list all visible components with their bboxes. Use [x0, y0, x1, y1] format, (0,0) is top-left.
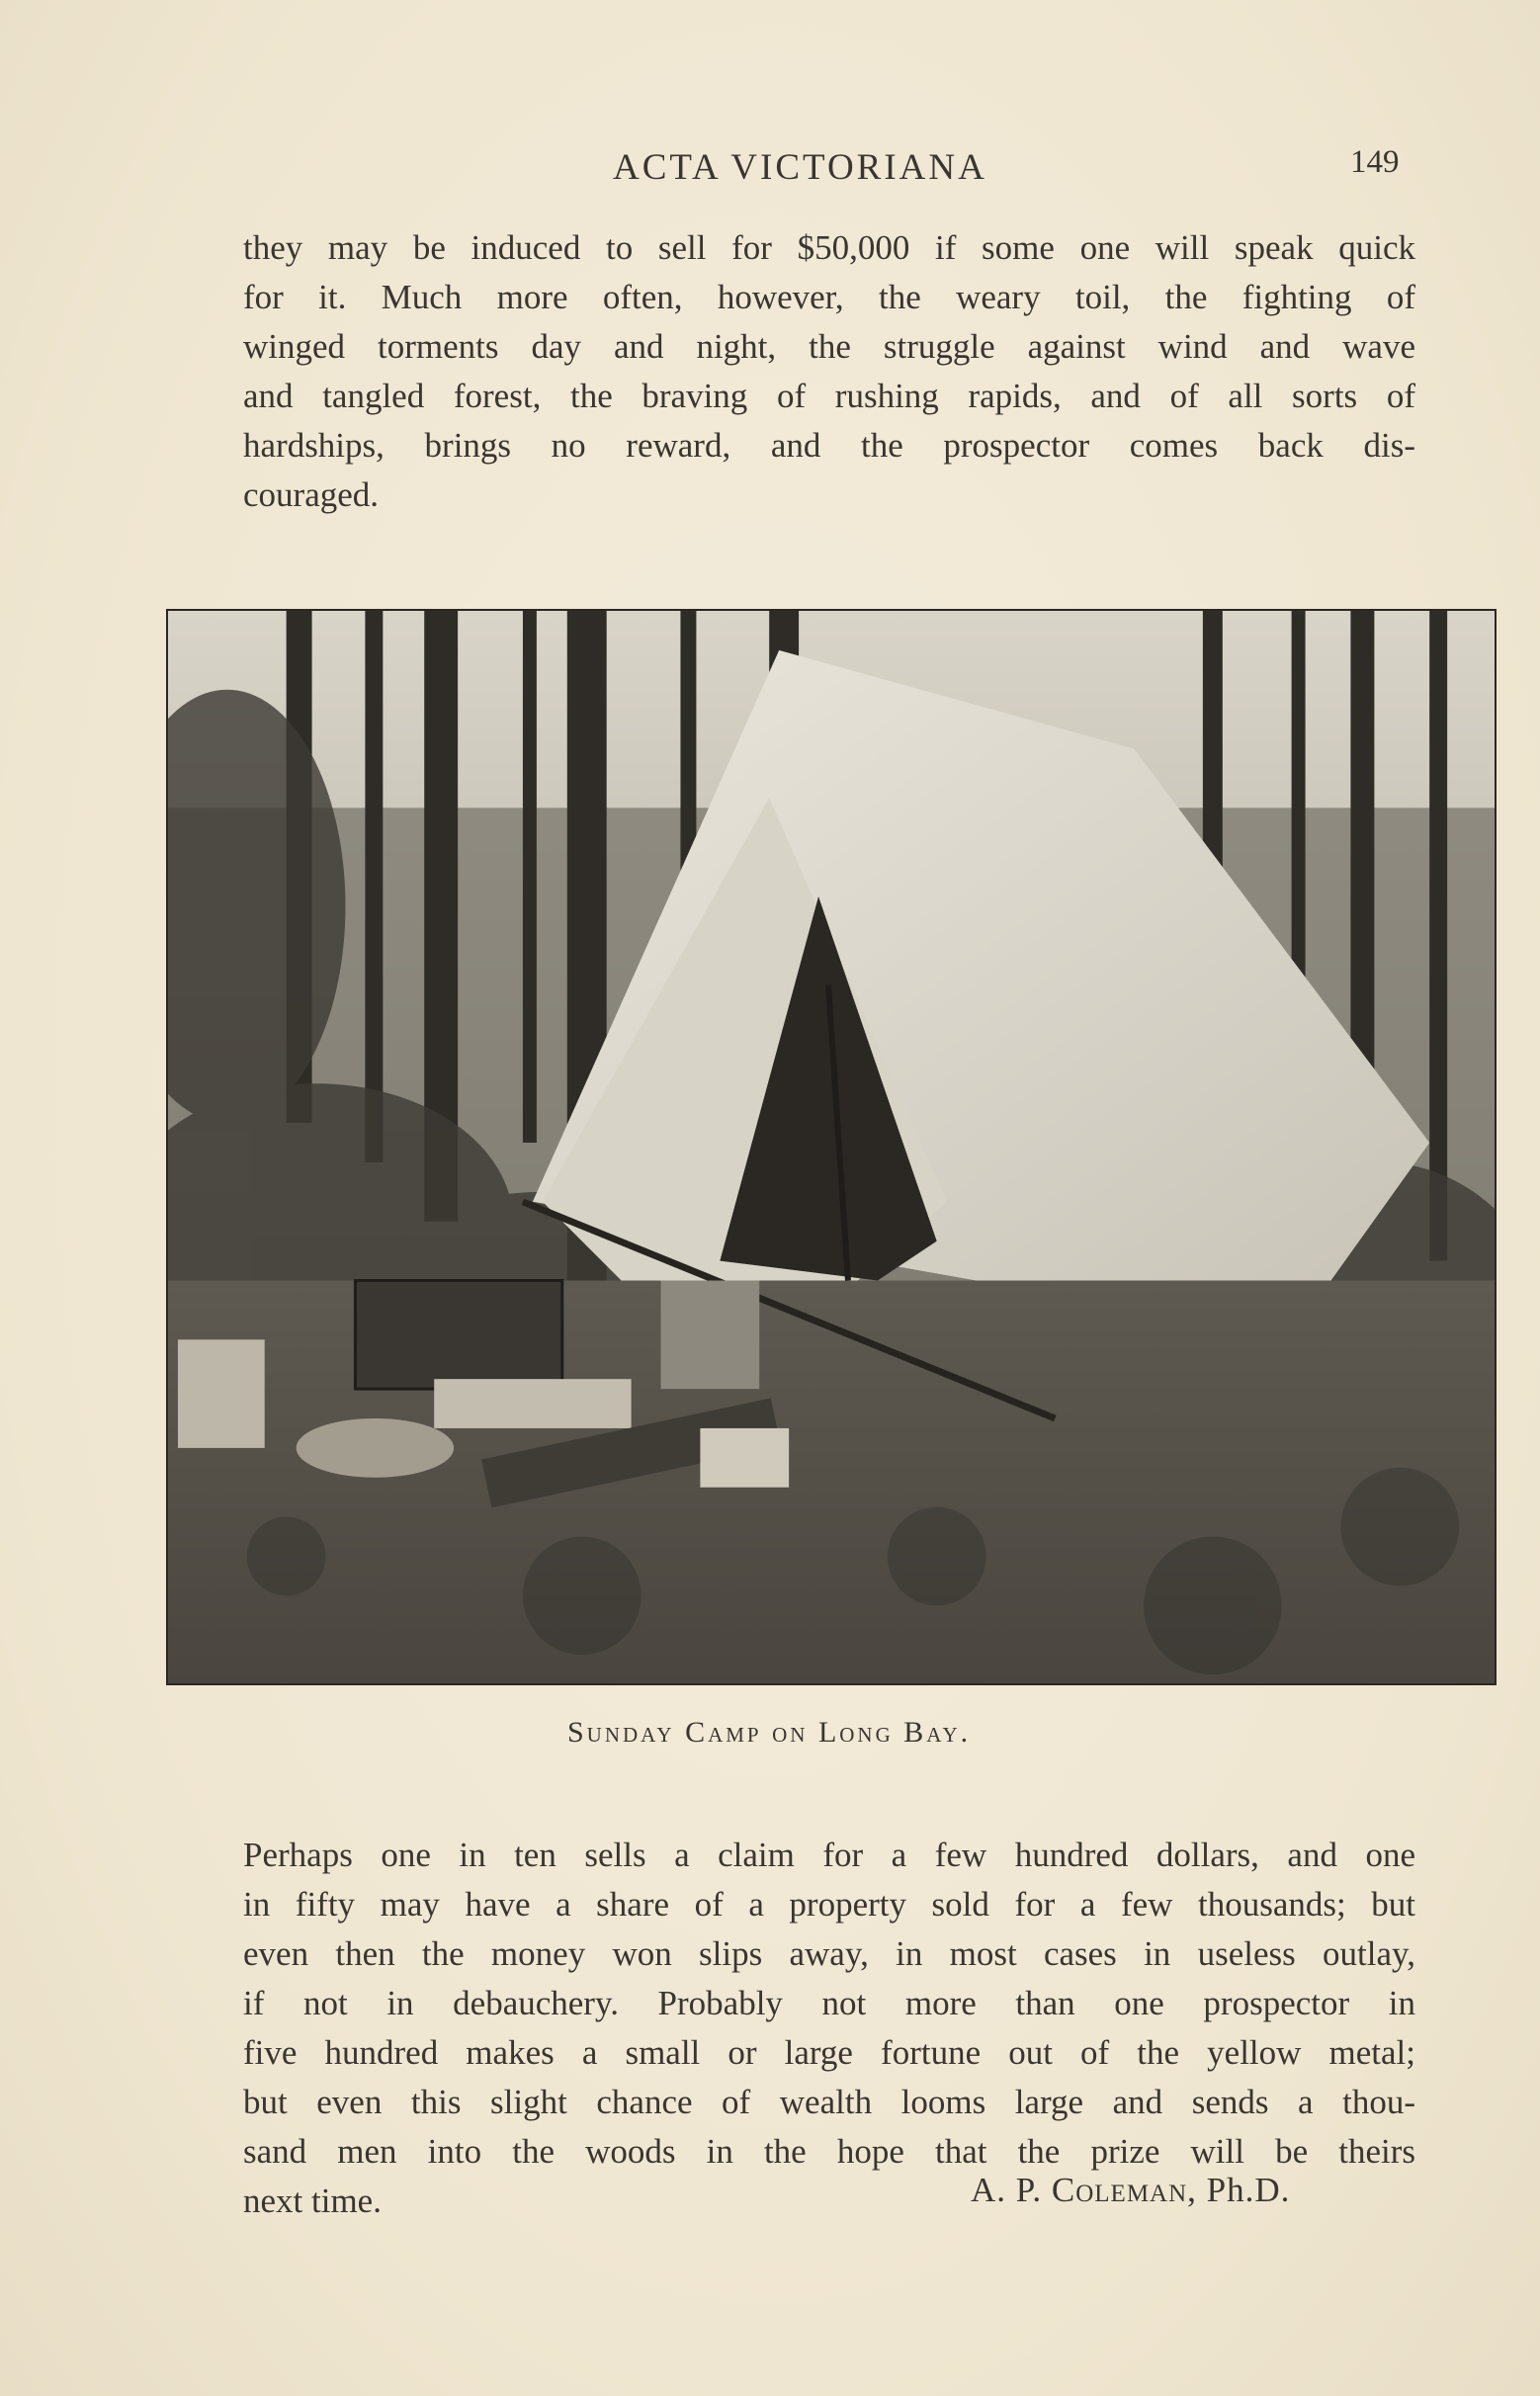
text-line: sand men into the woods in the hope that the prize will be theirs	[243, 2132, 1415, 2171]
text-line: hardships, brings no reward, and the prospector comes back dis-	[243, 426, 1415, 465]
text-line: Perhaps one in ten sells a claim for a few hundred dollars, and one	[243, 1836, 1415, 1874]
text-line: winged torments day and night, the struggle against wind and wave	[243, 327, 1415, 366]
text-line: five hundred makes a small or large fortune out of the yellow metal;	[243, 2033, 1415, 2072]
running-head: ACTA VICTORIANA	[613, 147, 987, 188]
author-surname: Coleman,	[1051, 2171, 1197, 2209]
text-line: next time.	[243, 2182, 382, 2220]
text-line: even then the money won slips away, in most cases in useless outlay,	[243, 1934, 1415, 1973]
text-line: couraged.	[243, 475, 380, 514]
figure-caption: Sunday Camp on Long Bay.	[567, 1716, 972, 1749]
text-line: they may be induced to sell for $50,000 if some one will speak quick	[243, 228, 1415, 267]
text-line: and tangled forest, the braving of rushing rapids, and of all sorts of	[243, 377, 1415, 415]
text-line: for it. Much more often, however, the weary toil, the fighting of	[243, 278, 1415, 316]
text-line: in fifty may have a share of a property sold for a few thousands; but	[243, 1885, 1415, 1924]
text-line: if not in debauchery. Probably not more than one prospector in	[243, 1984, 1415, 2022]
camp-photograph	[166, 609, 1497, 1685]
paragraph-top	[243, 223, 1415, 520]
author-initials: A. P.	[971, 2171, 1043, 2209]
tent-photo-illustration	[168, 611, 1495, 1683]
paragraph-bottom	[243, 1831, 1415, 2226]
author-degree: Ph.D.	[1206, 2171, 1291, 2209]
text-line: but even this slight chance of wealth looms large and sends a thou-	[243, 2083, 1415, 2121]
page-number: 149	[1350, 144, 1400, 180]
author-signature	[971, 2171, 1290, 2210]
